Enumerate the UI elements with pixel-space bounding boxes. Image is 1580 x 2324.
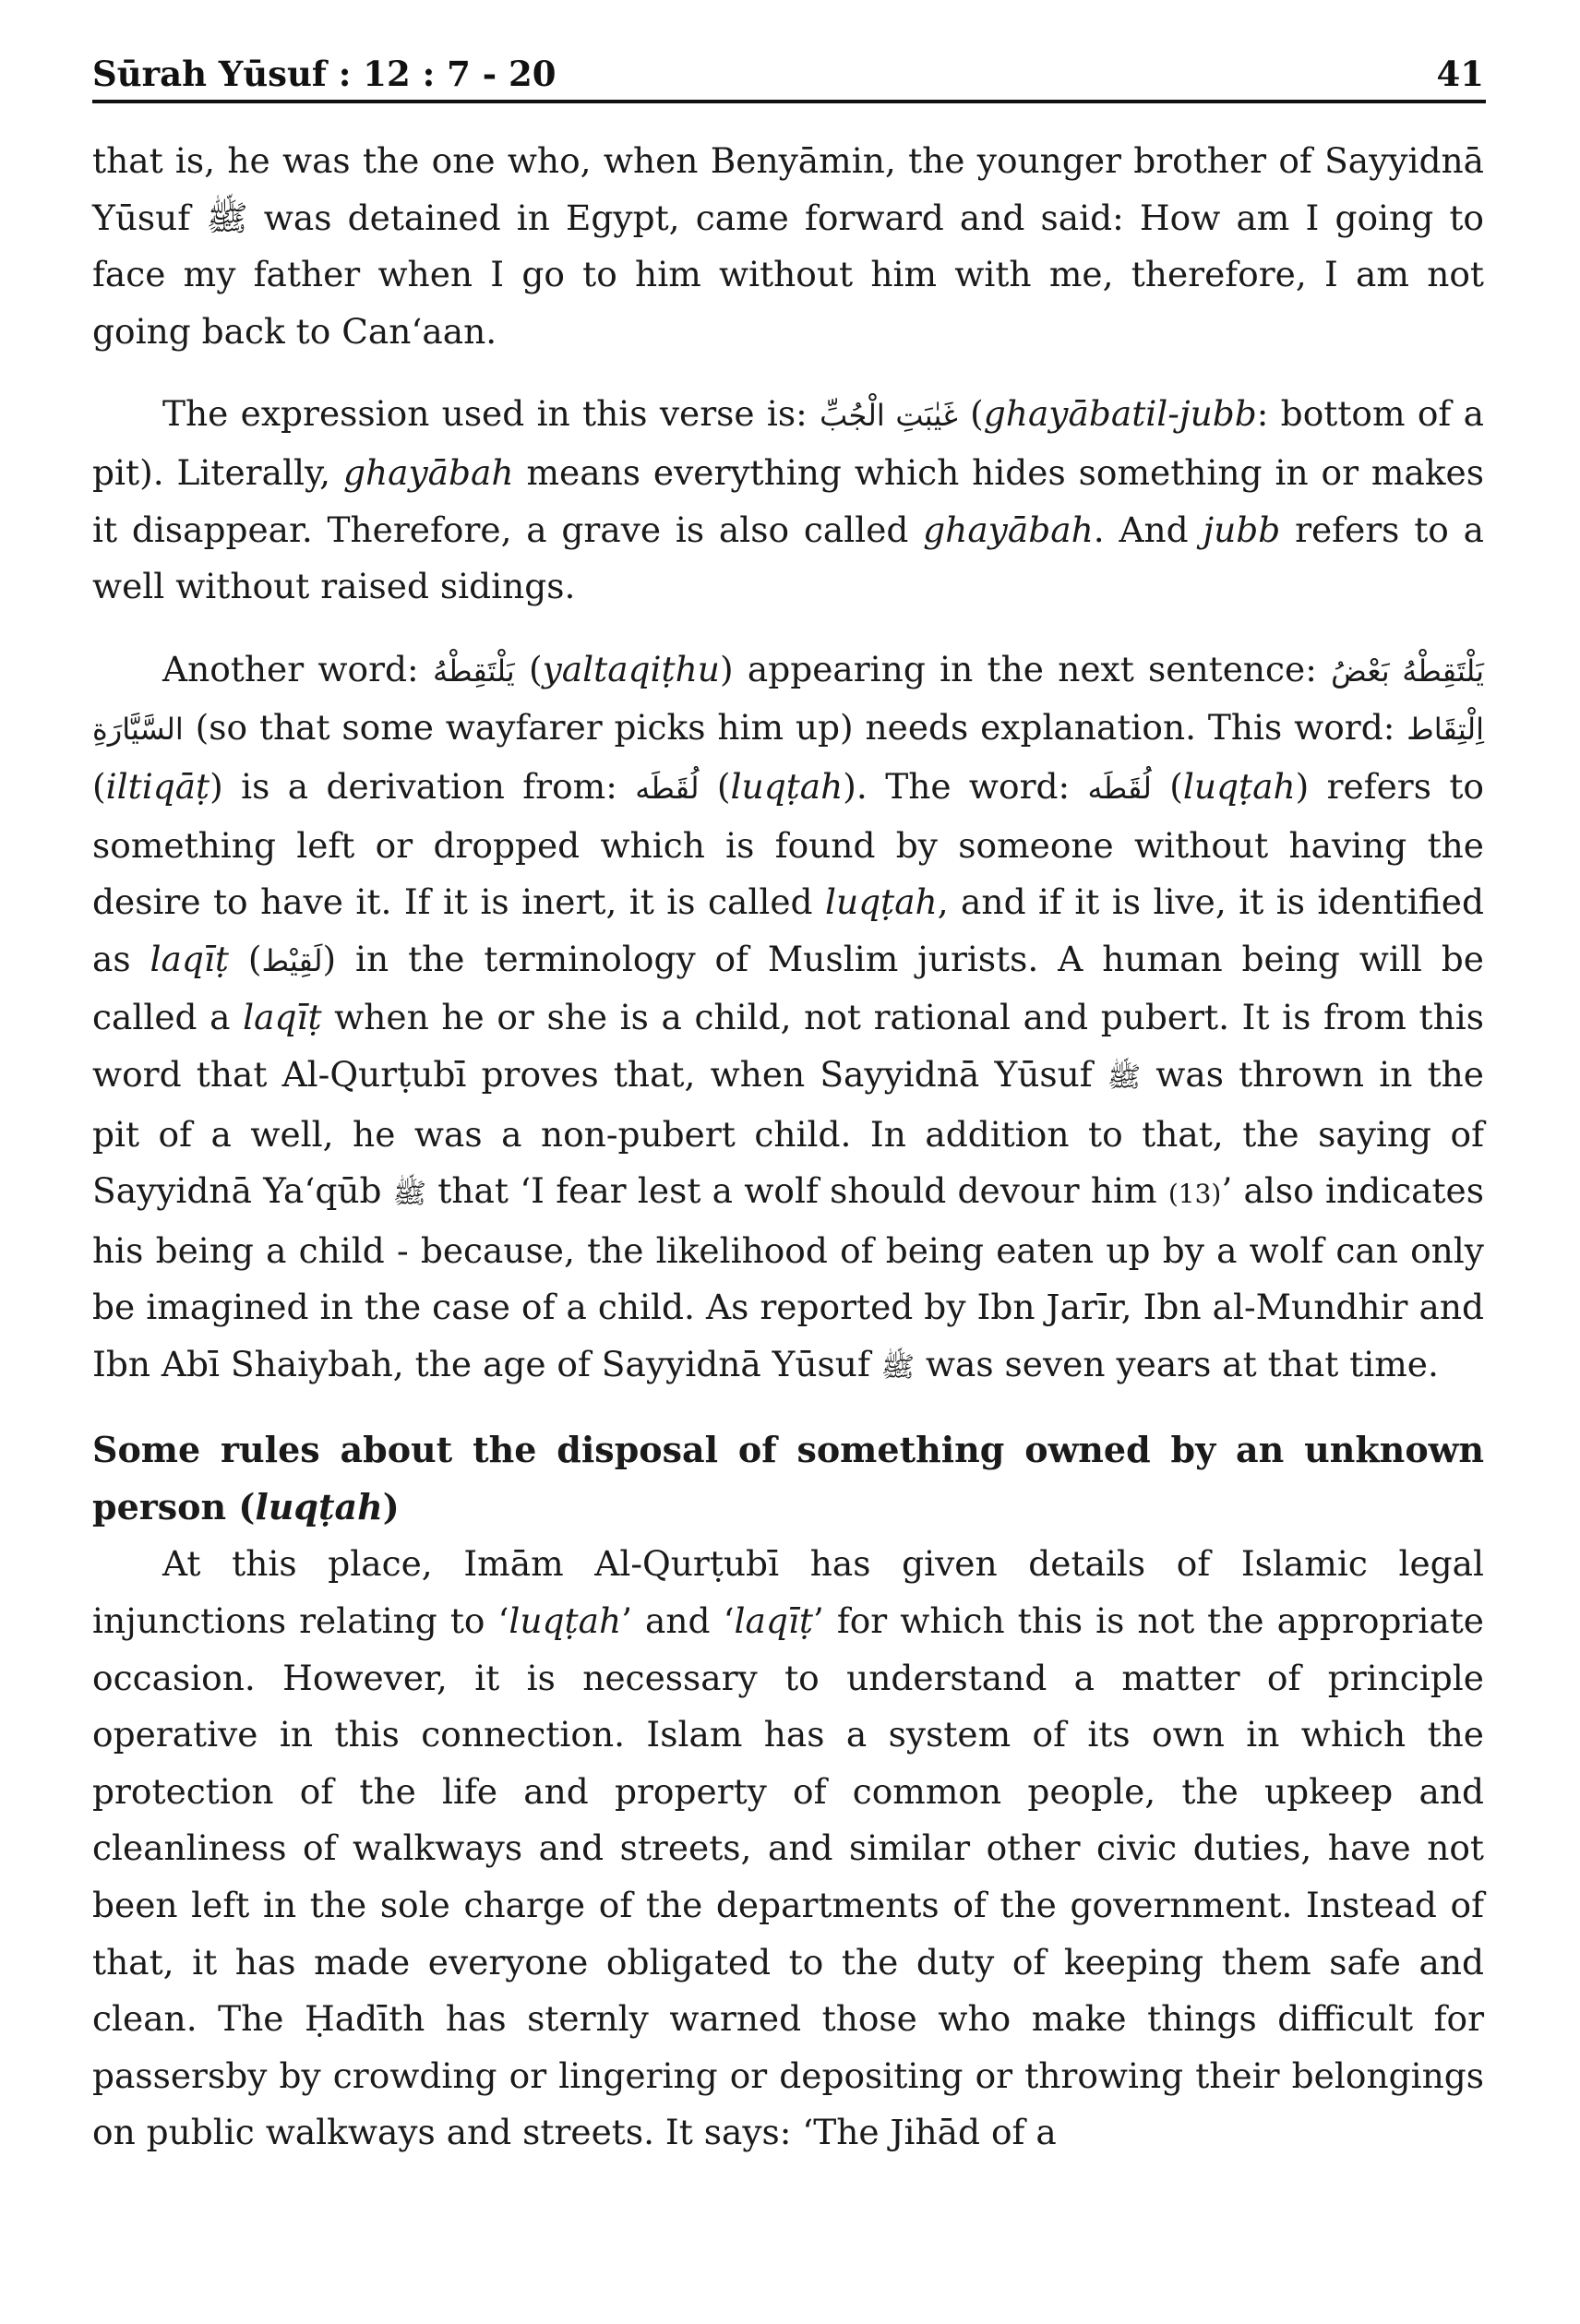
page-number: 41 <box>1436 54 1484 94</box>
running-title: Sūrah Yūsuf : 12 : 7 - 20 <box>92 54 557 94</box>
salutation-glyph: ﷺ <box>1107 1060 1142 1094</box>
section-heading: Some rules about the disposal of something owned by an unknown person (luqṭah) <box>92 1429 1484 1528</box>
header-rule <box>92 100 1486 103</box>
running-header <box>92 39 1484 94</box>
arabic-word: لُقَطَه <box>1087 770 1152 806</box>
paragraph-2: The expression used in this verse is: غَيٰبَتِ الْجُبِّ (ghayābatil-jubb: bottom of a pit). Literally, ghayābah means everything which hides something in or makes it disappear. Therefore, a grave is also called ghayābah. And jubb refers to a well without raised sidings. <box>92 393 1484 607</box>
arabic-word: لُقَطَه <box>635 770 700 806</box>
paragraph-4: At this place, Imām Al-Qurṭubī has given details of Islamic legal injunctions relating to ‘luqṭah’ and ‘laqīṭ’ for which this is not the appropriate occasion. However, it is necessary to understand a matter of principle operative in this connection. Islam has a system of its own in which the protection of the life and property of common people, the upkeep and cleanliness of walkways and streets, and similar other civic duties, have not been left in the sole charge of the departments of the government. Instead of that, it has made everyone obligated to the duty of keeping them safe and clean. The Ḥadīth has sternly warned those who make things difficult for passersby by crowding or lingering or depositing or throwing their belongings on public walkways and streets. It says: ‘The Jihād of a <box>92 1543 1484 2153</box>
salutation-glyph: ﷺ <box>880 1350 916 1384</box>
arabic-word: لَقِيْط <box>261 942 323 978</box>
page-body <box>92 133 1484 2162</box>
paragraph-3: Another word: يَلْتَقِطْهُ (yaltaqiṭhu) appearing in the next sentence: يَلْتَقِطْهُ بَعْضُ السَّيَّارَةِ (so that some wayfarer picks him up) needs explanation. This word: اِلْتِقَاط (iltiqāṭ) is a derivation from: لُقَطَه (luqṭah). The word: لُقَطَه (luqṭah) refers to something left or dropped which is found by someone without having the desire to have it. If it is inert, it is called luqṭah, and if it is live, it is identified as laqīṭ (لَقِيْط) in the terminology of Muslim jurists. A human being will be called a laqīṭ when he or she is a child, not rational and pubert. It is from this word that Al-Qurṭubī proves that, when Sayyidnā Yūsuf ﷺ was thrown in the pit of a well, he was a non-pubert child. In addition to that, the saying of Sayyidnā Ya‘qūb ﷺ that ‘I fear lest a wolf should devour him (13)’ also indicates his being a child - because, the likelihood of being eaten up by a wolf can only be imagined in the case of a child. As reported by Ibn Jarīr, Ibn al-Mundhir and Ibn Abī Shaiybah, the age of Sayyidnā Yūsuf ﷺ was seven years at that time. <box>92 648 1484 1384</box>
arabic-word: يَلْتَقِطْهُ <box>432 653 515 689</box>
arabic-word: اِلْتِقَاط <box>1406 712 1484 748</box>
arabic-phrase: غَيٰبَتِ الْجُبِّ <box>820 398 958 434</box>
salutation-glyph: ﷺ <box>392 1178 427 1211</box>
arabic-phrase: يَلْتَقِطْهُ بَعْضُ السَّيَّارَةِ <box>92 653 1484 748</box>
footnote-reference: (13) <box>1167 1179 1222 1210</box>
paragraph-1: that is, he was the one who, when Benyāmin, the younger brother of Sayyidnā Yūsuf ﷺ was detained in Egypt, came forward and said: How am I going to face my father when I go to him without him with me, therefore, I am not going back to Can‘aan. <box>92 140 1484 352</box>
